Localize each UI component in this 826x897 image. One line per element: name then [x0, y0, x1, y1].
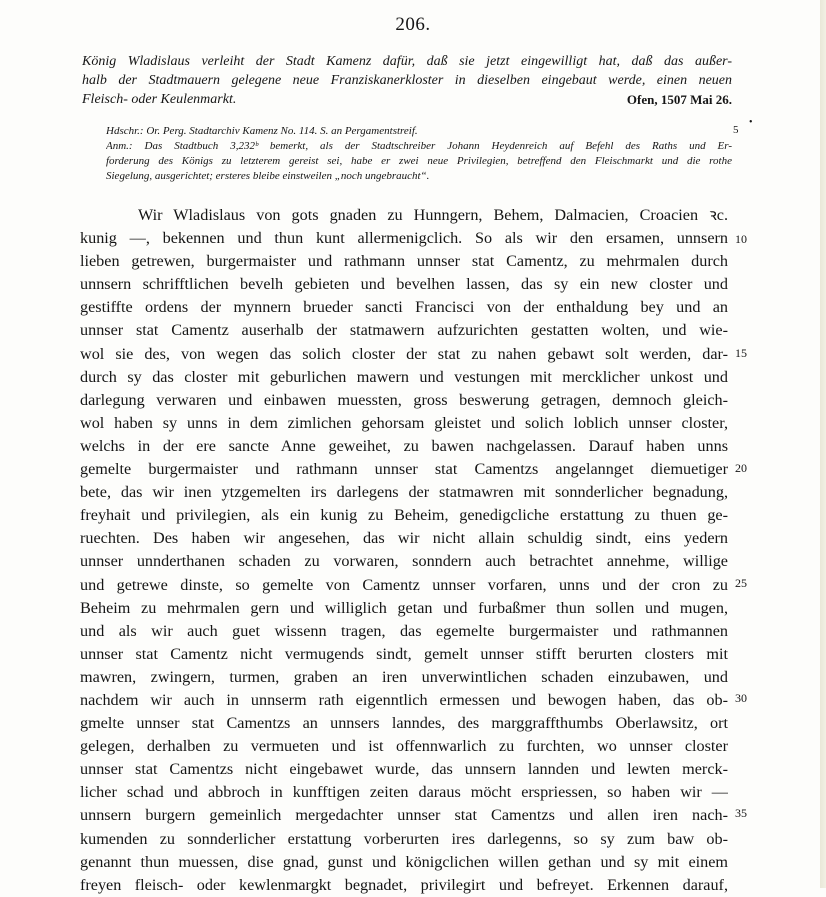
- source-notes: [106, 124, 732, 184]
- text-line: gestiffte ordens der mynnern brueder sancti Francisci von der enthaldung bey und an: [80, 298, 728, 317]
- text-line: unnser stat Camentz auserhalb der statmawern aufzurichten gestatten wolten, und wie-: [80, 321, 728, 340]
- text-line: kumenden zu sonnderlicher erstattung vorberurten ires darlegenns, so sy zum baw ob-: [80, 829, 728, 848]
- text-line: und getrewe dinste, so gemelte von Camentz unnser vorfaren, unns und der cron zu: [80, 575, 728, 594]
- line-number-marker: 15: [735, 346, 747, 360]
- text-line: unnsern burgern gemeinlich mergedachter unnser stat Camentzs und allen iren nach-: [80, 806, 728, 825]
- text-line: darlegung verwaren und einbawen muessten, gross beswerung getragen, demnoch gleich-: [80, 390, 728, 409]
- text-line: Beheim zu mehrmalen gern und williglich getan und furbaßmer thun sollen und mugen,: [80, 598, 728, 617]
- text-line: freyen fleisch- oder kewlenmargkt begnadet, privilegirt und befreyet. Erkennen darauf,: [80, 875, 728, 894]
- line-number-marker: 10: [735, 232, 747, 246]
- text-line: unnser stat Camentz nicht vermugends sindt, gemelt unnser stifft berurten closters mit: [80, 644, 728, 663]
- note-line: forderung des Königs zu letzterem gereist sei, habe er zwei neue Privilegien, betreffend den Fleischmarkt und die rothe: [106, 155, 732, 167]
- note-line: Siegelung, ausgerichtet; ersteres bleibe einstweilen „noch ungebraucht“.: [106, 170, 430, 182]
- document-summary: [82, 52, 732, 109]
- page-number: 206.: [395, 14, 431, 35]
- text-line: gelegen, derhalben zu vermueten und ist offennwarlich zu furchten, wo unnser closter: [80, 737, 728, 756]
- margin-mark: •: [749, 117, 753, 128]
- summary-line: König Wladislaus verleiht der Stadt Kamenz dafür, daß sie jetzt eingewilligt hat, daß das außer-: [82, 54, 732, 69]
- note-line: Anm.: Das Stadtbuch 3,232ᵇ bemerkt, als der Stadtschreiber Johann Heydenreich auf Befehl des Raths und Er-: [106, 140, 732, 152]
- text-line: unnsern schrifftlichen bevelh gebieten und bevelhen lassen, das sy ein new closter und: [80, 275, 728, 294]
- text-line: freyhait und privilegien, als ein kunig zu Beheim, genedigcliche erstattung zu thuen ge-: [80, 506, 728, 525]
- line-number-marker: 35: [735, 806, 747, 820]
- text-line: lieben getrewen, burgermaister und rathmann unnser stat Camentz, zu mehrmalen durch: [80, 252, 728, 271]
- summary-line: Fleisch- oder Keulenmarkt.: [82, 92, 237, 107]
- text-line: Wir Wladislaus von gots gnaden zu Hunngern, Behem, Dalmacien, Croacien ꝛc.: [138, 206, 728, 224]
- text-line: wol sie des, von wegen das solich closter der stat zu nahen gebawt solt werden, dar-: [80, 344, 728, 363]
- text-line: bete, das wir inen ytzgemelten irs darlegens der statmawren mit sonnderlicher begnadung,: [80, 483, 728, 502]
- text-line: unnser stat Camentzs nicht eingebawet wurde, das unnsern lannden und lewten merck-: [80, 760, 728, 779]
- text-line: genannt thun muessen, dise gnad, gunst und königclichen willen gethan und sy mit einem: [80, 852, 728, 871]
- date-place: Ofen, 1507 Mai 26.: [626, 92, 732, 107]
- text-line: wol haben sy unns in dem zimlichen gehorsam gleistet und solich loblich unnser closter,: [80, 413, 728, 432]
- text-line: kunig —, bekennen und thun kunt allermenigclich. So als wir den ersamen, unnsern: [80, 229, 728, 248]
- summary-line: halb der Stadtmauern gelegene neue Franziskanerkloster in dieselben eingebaut werde, einen neuen: [82, 73, 732, 88]
- text-line: und als wir auch guet wissenn tragen, das egemelte burgermaister und rathmannen: [80, 621, 728, 640]
- summary-line-last: [82, 90, 732, 109]
- text-line: licher schad und abbroch in kunfftigen zeiten daraus möcht erspriessen, so haben wir —: [80, 783, 728, 802]
- line-number-marker: 25: [735, 576, 747, 590]
- note-line: Hdschr.: Or. Perg. Stadtarchiv Kamenz No. 114. S. an Pergamentstreif.: [106, 125, 418, 137]
- line-number-marker: 20: [735, 461, 747, 475]
- line-number-marker: 5: [733, 124, 739, 136]
- text-line: durch sy das closter mit geburlichen mawern und vestungen mit mercklicher unkost und: [80, 367, 728, 386]
- text-line: gmelte unnser stat Camentzs an unnsers lanndes, des marggraffthumbs Oberlawsitz, ort: [80, 714, 728, 733]
- text-line: nachdem wir auch in unnserm rath eigenntlich ermessen und bewogen haben, das ob-: [80, 690, 728, 709]
- text-line: unnser unnderthanen schaden zu vorwaren, sonndern auch betrachtet annehme, willige: [80, 552, 728, 571]
- text-line: gemelte burgermaister und rathmann unnser stat Camentzs angelannget diemuetiger: [80, 460, 728, 479]
- text-line: mawren, zwingern, turmen, graben an iren unverwintlichen schaden einzubawen, und: [80, 667, 728, 686]
- line-number-marker: 30: [735, 691, 747, 705]
- text-line: welchs in der ere sancte Anne geweihet, zu bawen nachgelassen. Darauf haben unns: [80, 436, 728, 455]
- text-line: ruechten. Des haben wir angesehen, das wir nicht allain schuldig sindt, eins yedern: [80, 529, 728, 548]
- page-edge: [820, 0, 826, 888]
- charter-text: [80, 204, 728, 897]
